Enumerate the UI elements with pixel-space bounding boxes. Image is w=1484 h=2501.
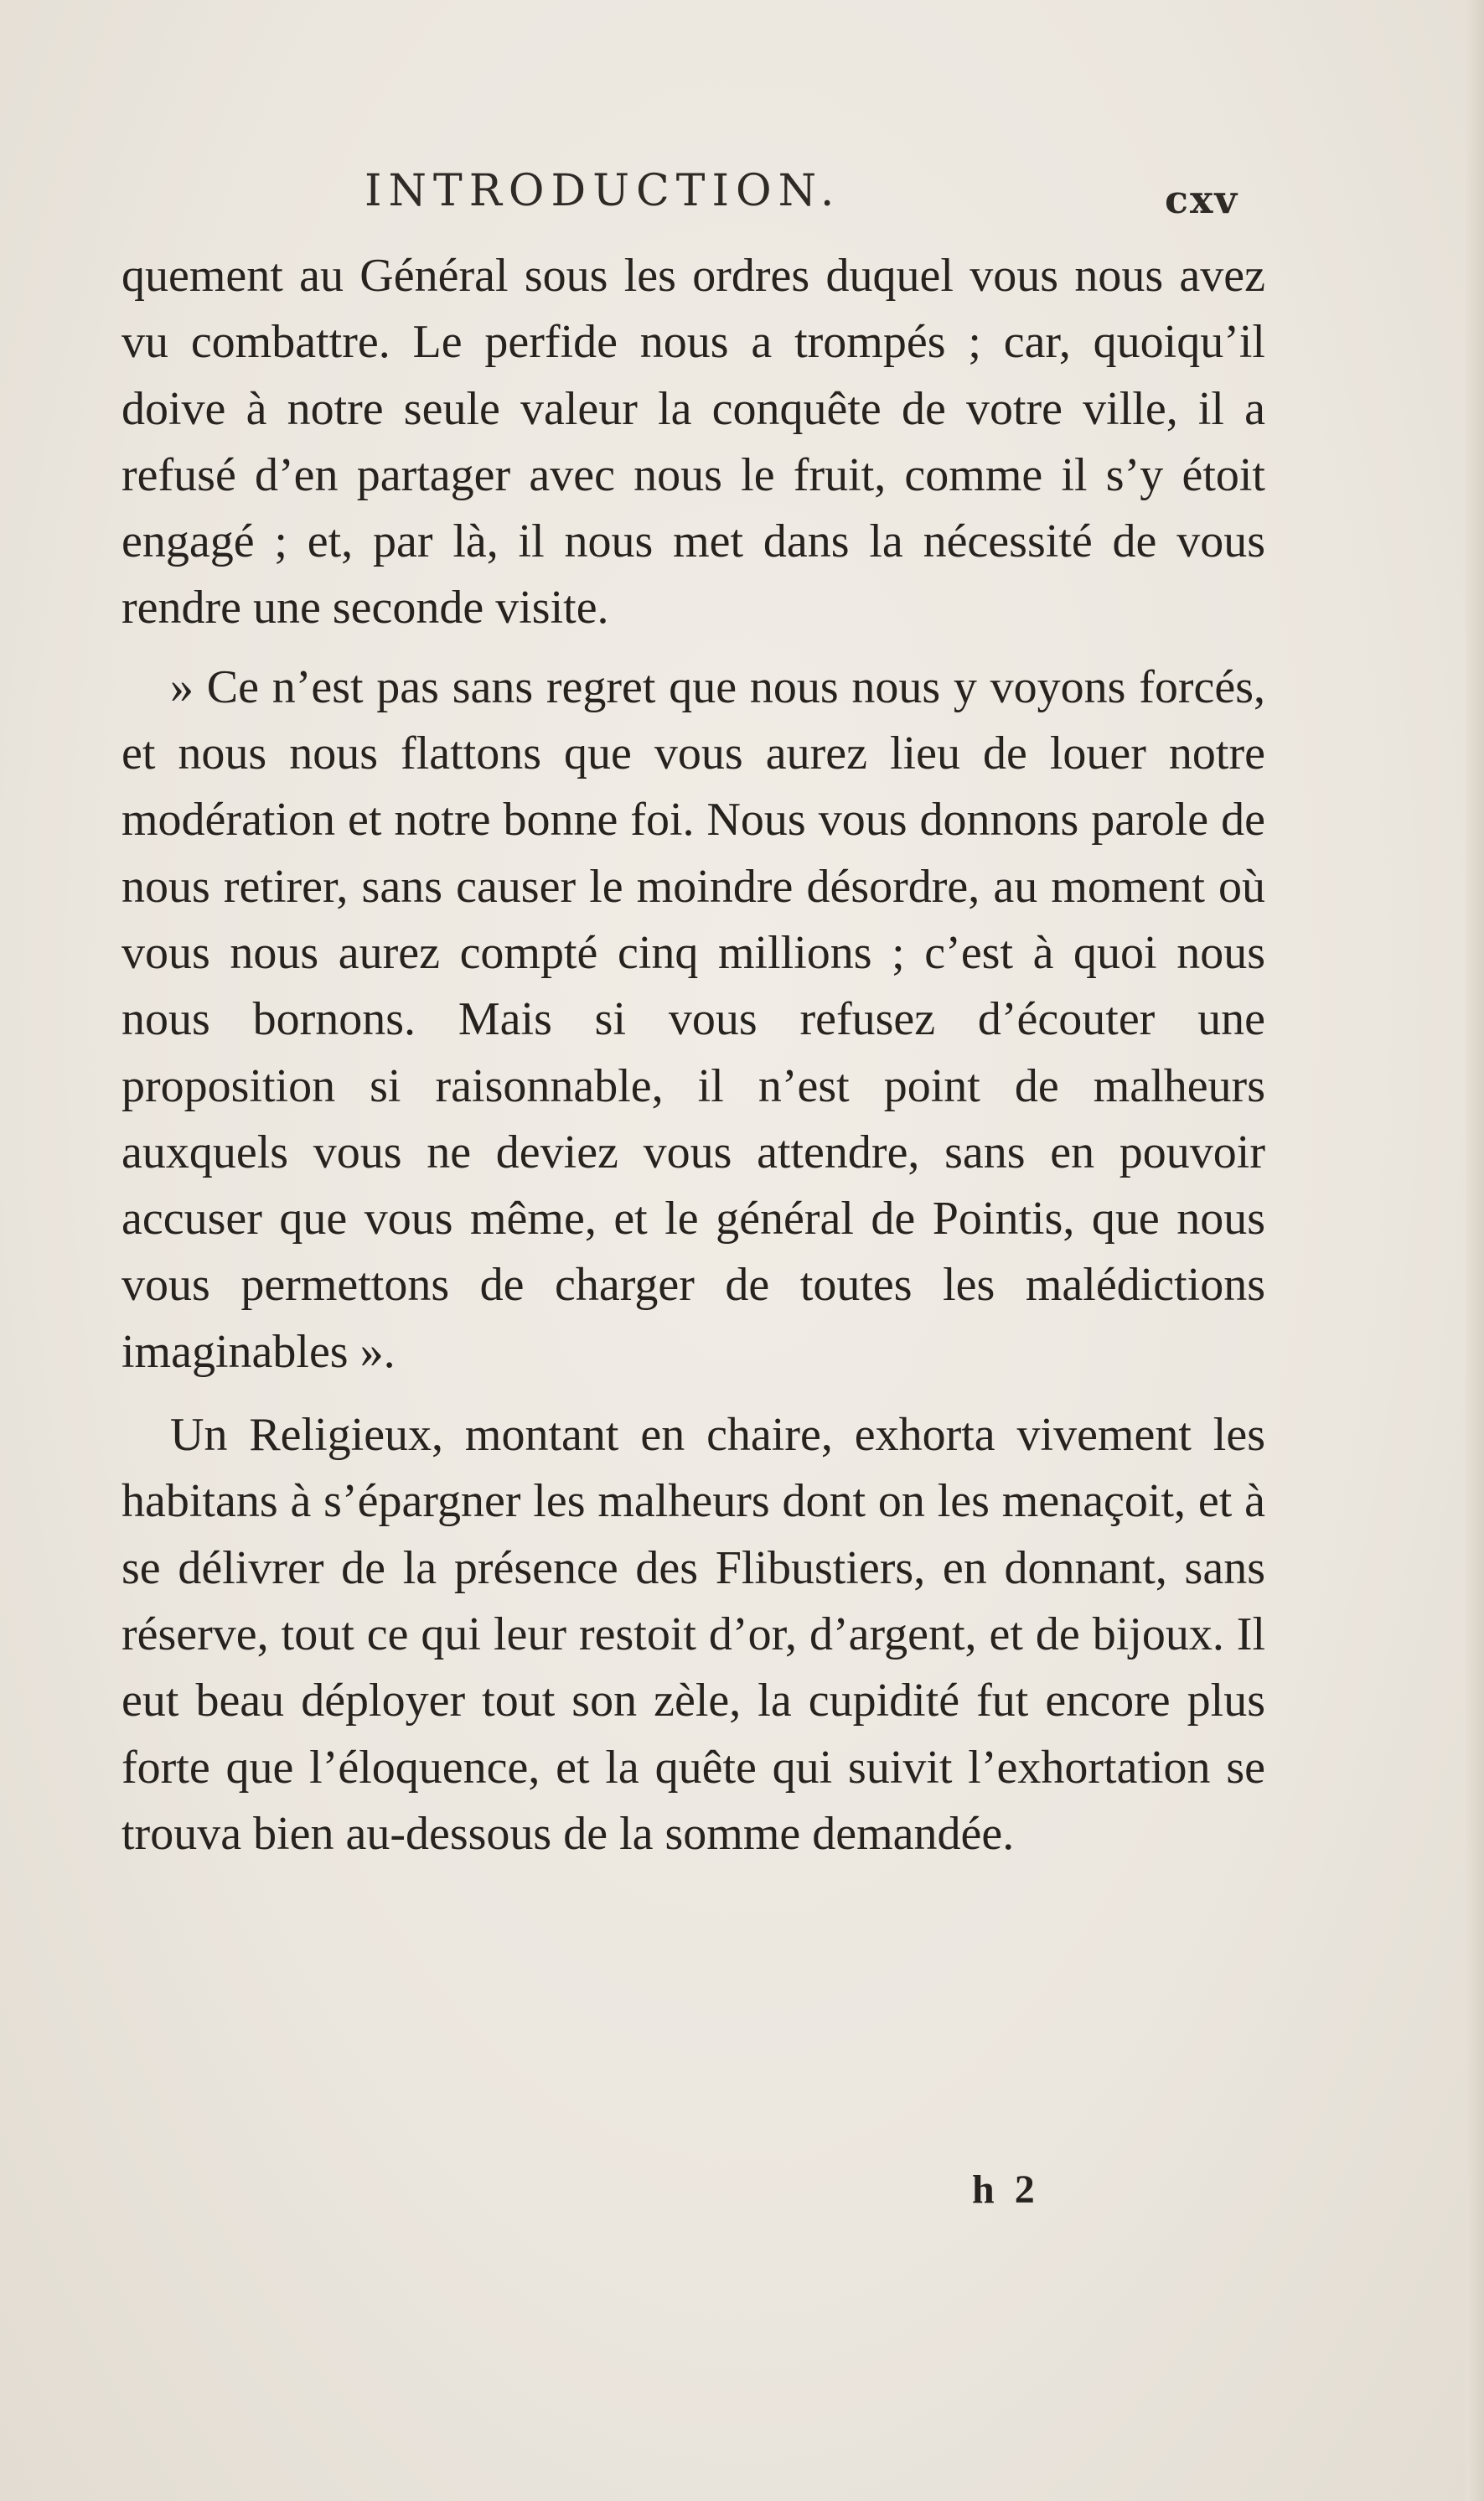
- signature-mark: h 2: [972, 2167, 1040, 2212]
- paragraph-quoted-letter: » Ce n’est pas sans regret que nous nous y voyons forcés, et nous nous flattons que vous aurez lieu de louer notre modération et notre bonne foi. Nous vous donnons parole de nous retirer, sans causer le moindre désordre, au moment où vous nous aurez compté cinq millions ; c’est à quoi nous nous bornons. Mais si vous refusez d’écouter une proposition si raisonnable, il n’est point de malheurs auxquels vous ne deviez vous attendre, sans en pouvoir accuser que vous même, et le général de Pointis, que nous vous permettons de charger de toutes les malédictions imaginables ».: [122, 660, 1265, 1378]
- paragraph-continuation: quement au Général sous les ordres duquel vous nous avez vu combattre. Le perfide nous a trompés ; car, quoiqu’il doive à notre seule valeur la conquête de votre ville, il a refusé d’en partager avec nous le fruit, comme il s’y étoit engagé ; et, par là, il nous met dans la nécessité de vous rendre une seconde visite.: [122, 250, 1265, 634]
- page-number: cxv: [1165, 177, 1239, 222]
- body-text: [122, 243, 1265, 1867]
- running-title: INTRODUCTION.: [365, 166, 841, 216]
- page-header: [0, 158, 1484, 225]
- paragraph-religieux: Un Religieux, montant en chaire, exhorta vivement les habitans à s’épargner les malheurs dont on les menaçoit, et à se délivrer de la présence des Flibustiers, en donnant, sans réserve, tout ce qui leur restoit d’or, d’argent, et de bijoux. Il eut beau déployer tout son zèle, la cupidité fut encore plus forte que l’éloquence, et la quête qui suivit l’exhortation se trouva bien au-dessous de la somme demandée.: [122, 1409, 1265, 1860]
- page-edge: [1466, 0, 1484, 2501]
